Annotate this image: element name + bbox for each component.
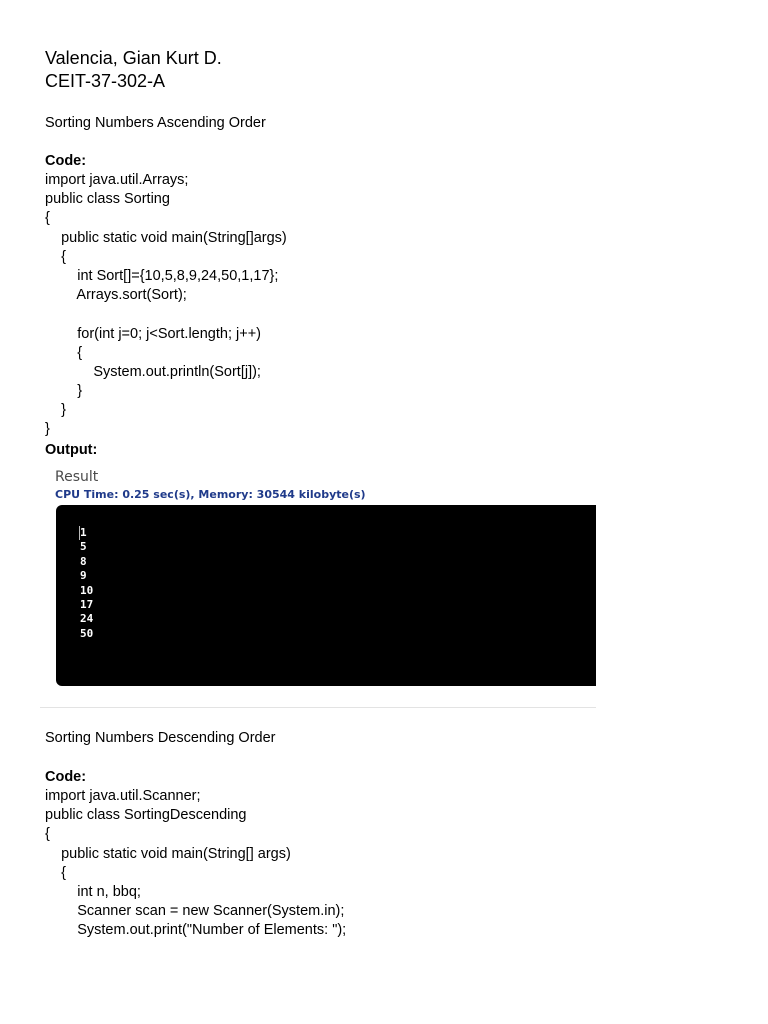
code-line: System.out.println(Sort[j]); xyxy=(45,363,261,380)
console-output-line: 17 xyxy=(80,598,94,611)
code-line: public static void main(String[] args) xyxy=(45,845,291,862)
code-line: Scanner scan = new Scanner(System.in); xyxy=(45,903,345,920)
code-line: { xyxy=(45,864,66,881)
console-output-line: 8 xyxy=(80,554,87,568)
code-line: { xyxy=(45,826,50,843)
code-line: public static void main(String[]args) xyxy=(45,229,287,246)
code-line: import java.util.Scanner; xyxy=(45,788,201,804)
code-line: { xyxy=(45,344,83,361)
code-line: int n, bbq; xyxy=(45,883,141,900)
code-line: System.out.print("Number of Elements: "); xyxy=(45,922,347,939)
section-divider xyxy=(40,707,596,708)
code-line: for(int j=0; j<Sort.length; j++) xyxy=(45,325,261,342)
result-title: Result xyxy=(55,469,99,485)
code-line: } xyxy=(45,383,83,400)
code-line: { xyxy=(45,210,50,227)
code-line: { xyxy=(45,248,66,265)
descending-code-block xyxy=(45,787,346,941)
console-output-line: 24 xyxy=(80,612,94,626)
code-line: import java.util.Arrays; xyxy=(45,172,189,188)
ascending-code-block xyxy=(45,171,287,440)
code-line: public class SortingDescending xyxy=(45,807,247,824)
output-label: Output: xyxy=(45,442,98,458)
ascending-section-title: Sorting Numbers Ascending Order xyxy=(45,115,266,131)
console-output-line: 50 xyxy=(80,626,94,640)
code-line: } xyxy=(45,402,66,419)
descending-code-label: Code: xyxy=(45,769,87,785)
console-output-line: 10 xyxy=(80,583,94,597)
code-line: Arrays.sort(Sort); xyxy=(45,287,187,304)
ascending-code-label: Code: xyxy=(45,153,87,169)
descending-section-title: Sorting Numbers Descending Order xyxy=(45,730,276,746)
student-name: Valencia, Gian Kurt D. xyxy=(45,48,222,68)
student-section: CEIT-37-302-A xyxy=(45,71,166,91)
code-line: } xyxy=(45,421,50,438)
code-line xyxy=(45,305,287,324)
code-line: int Sort[]={10,5,8,9,24,50,1,17}; xyxy=(45,267,279,284)
console-output-line: 1 xyxy=(80,526,87,539)
console-output-line: 5 xyxy=(80,540,87,554)
console-output-line: 9 xyxy=(80,569,87,583)
code-line: public class Sorting xyxy=(45,191,170,208)
output-console xyxy=(56,505,596,686)
result-stats: CPU Time: 0.25 sec(s), Memory: 30544 kilobyte(s) xyxy=(55,488,366,501)
